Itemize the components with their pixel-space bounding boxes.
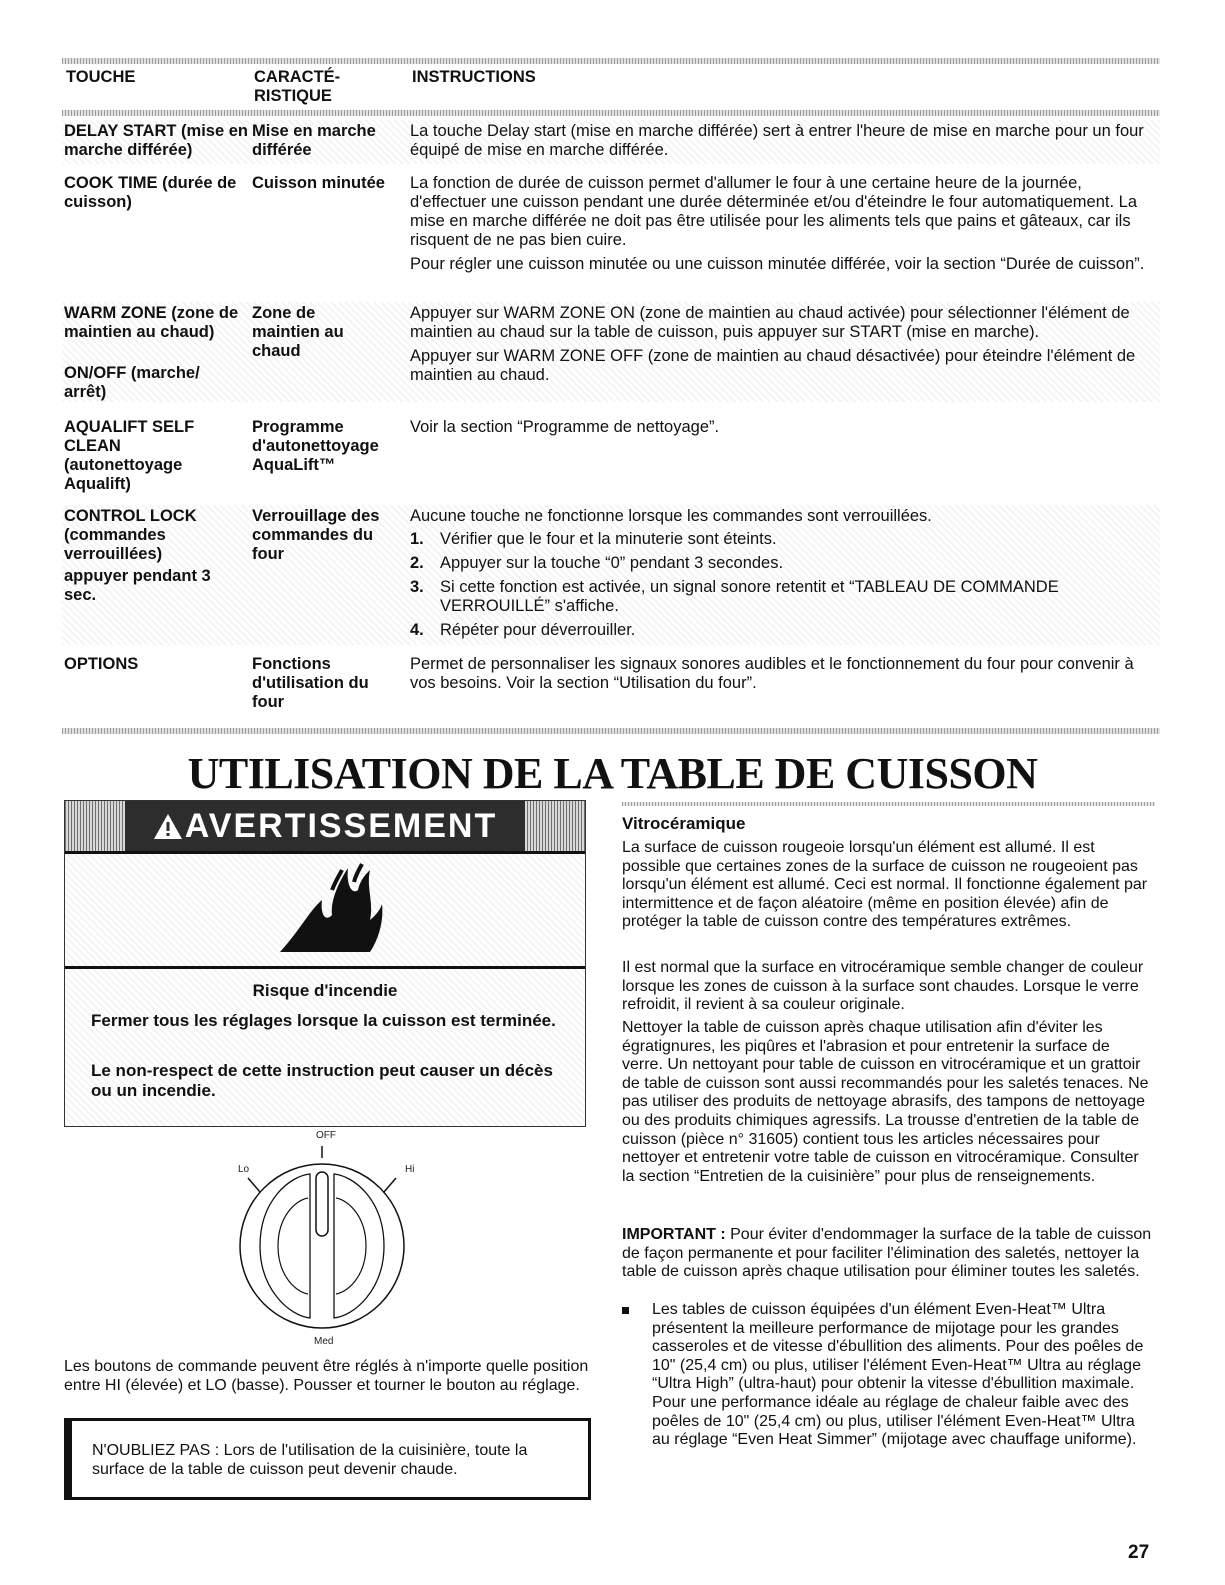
warning-line-1: Fermer tous les réglages lorsque la cuisson est terminée. (91, 1011, 556, 1030)
row-instructions (410, 122, 1155, 165)
control-knob-icon (220, 1130, 440, 1330)
row-feature: Zone de maintien au chaud (252, 304, 344, 360)
row-text: Permet de personnaliser les signaux sonores audibles et le fonctionnement du four pour convenir à vos besoins. Voir la section “Utilisation du four”. (410, 655, 1134, 692)
row-key-secondary: ON/OFF (marche/ arrêt) (64, 364, 200, 401)
row-key-secondary: appuyer pendant 3 sec. (64, 567, 211, 604)
row-feature: Verrouillage des commandes du four (252, 507, 380, 563)
row-instructions (410, 174, 1155, 279)
row-instructions (410, 418, 1155, 442)
row-key: OPTIONS (64, 655, 139, 673)
row-instructions (410, 304, 1155, 390)
row-feature: Mise en marche différée (252, 122, 376, 159)
reminder-text (92, 1441, 572, 1479)
warning-line-2: Le non-respect de cette instruction peut causer un décès ou un incendie. (91, 1061, 553, 1100)
reminder-body: Lors de l'utilisation de la cuisinière, toute la surface de la table de cuisson peut devenir chaude. (92, 1442, 528, 1478)
row-key: AQUALIFT SELF CLEAN (autonettoyage Aqualift) (64, 418, 195, 493)
important-text: Pour éviter d'endommager la surface de la table de cuisson de façon permanente et pour faciliter l'élimination des saletés, nettoyer la table de cuisson après chaque utilisation pour éliminer toutes les saletés. (622, 1226, 1152, 1281)
table-row-delay-start (62, 120, 1160, 164)
warning-icon-area (65, 854, 585, 966)
row-text: La touche Delay start (mise en marche différée) sert à entrer l'heure de mise en marche pour un four équipé de mise en marche différée. (410, 122, 1144, 159)
warning-header (65, 801, 585, 851)
warning-title-text: AVERTISSEMENT (184, 807, 498, 845)
list-item (410, 530, 1155, 549)
warning-subtitle: Risque d'incendie (252, 981, 398, 1000)
section-rule (622, 802, 1155, 806)
row-instructions (410, 507, 1155, 645)
dial-label-off: OFF (316, 1130, 336, 1141)
dial-caption: Les boutons de commande peuvent être réglés à n'importe quelle position entre HI (élevée) et LO (basse). Pousser et tourner le bouton au réglage. (64, 1358, 589, 1394)
warning-body (65, 969, 585, 1126)
dial-label-med: Med (314, 1336, 334, 1347)
important-label: IMPORTANT : (622, 1226, 726, 1243)
row-key: WARM ZONE (zone de maintien au chaud) (64, 304, 239, 341)
vitro-paragraph-1: La surface de cuisson rougeoie lorsqu'un élément est allumé. Il est possible que certaines zones de la surface de cuisson ne rougeoient pas lorsqu'un élément est allumé. Ceci est normal. Il fonctionne également par intermittence et de façon aléatoire (même en position élevée) afin de protéger la table de cuisson contre des températures extrêmes. (622, 839, 1148, 931)
vitro-paragraph-3: Nettoyer la table de cuisson après chaque utilisation afin d'éviter les égratignures, les piqûres et l'abrasion et pour entretenir la surface de verre. Un nettoyant pour table de cuisson en vitrocéramique et un grattoir de table de cuisson sont aussi recommandés pour les saletés tenaces. Ne pas utiliser des produits de nettoyage abrasifs, des tampons de nettoyage ou des produits chimiques agressifs. La trousse d'entretien de la table de cuisson (pièce n° 31605) contient tous les articles nécessaires pour nettoyer et entretenir votre table de cuisson en vitrocéramique. Consulter la section “Entretien de la cuisinière” pour plus de renseignements. (622, 1019, 1149, 1185)
row-text-2: Pour régler une cuisson minutée ou une cuisson minutée différée, voir la section “Durée de cuisson”. (410, 255, 1145, 273)
row-text-1: La fonction de durée de cuisson permet d'allumer le four à une certaine heure de la journée, d'effectuer une cuisson pendant une durée déterminée et/ou d'éteindre le four automatiquement. La mise en marche différée ne doit pas être utilisée pour les aliments tels que pains et gâteaux, car ils risquent de ne pas bien cuire. (410, 174, 1137, 249)
table-row-aqualift (62, 418, 1160, 494)
page-title: UTILISATION DE LA TABLE DE CUISSON (187, 749, 1038, 798)
step-number: 3. (410, 578, 424, 596)
vitro-paragraph-2: Il est normal que la surface en vitrocéramique semble changer de couleur lorsque les zones de cuisson à la surface sont chaudes. Lorsque le verre refroidit, il revient à sa couleur originale. (622, 959, 1144, 1014)
step-text: Répéter pour déverrouiller. (440, 621, 636, 639)
warning-triangle-icon (153, 812, 183, 840)
control-knob-diagram (220, 1130, 440, 1355)
row-key: DELAY START (mise en marche différée) (64, 122, 248, 159)
top-rule (62, 58, 1160, 64)
dial-label-hi: Hi (405, 1164, 415, 1175)
warning-box (64, 800, 586, 1127)
dial-label-lo: Lo (238, 1164, 250, 1175)
row-text: Voir la section “Programme de nettoyage”. (410, 418, 720, 436)
table-row-options (62, 655, 1160, 715)
step-text: Appuyer sur la touche “0” pendant 3 secondes. (440, 554, 784, 572)
step-text: Vérifier que le four et la minuterie sont éteints. (440, 530, 777, 548)
row-feature: Programme d'autonettoyage AquaLift™ (252, 418, 379, 474)
row-text-1: Appuyer sur WARM ZONE ON (zone de maintien au chaud activée) pour sélectionner l'élément de maintien au chaud sur la table de cuisson, puis appuyer sur START (mise en marche). (410, 304, 1130, 341)
list-item (410, 621, 1155, 640)
row-instructions (410, 655, 1155, 698)
step-number: 2. (410, 554, 424, 572)
row-intro: Aucune touche ne fonctionne lorsque les commandes sont verrouillées. (410, 507, 932, 525)
section-heading: Vitrocéramique (622, 814, 746, 833)
list-item (410, 578, 1155, 616)
row-feature: Cuisson minutée (252, 174, 385, 192)
reminder-box (64, 1418, 591, 1500)
row-text-2: Appuyer sur WARM ZONE OFF (zone de maintien au chaud désactivée) pour éteindre l'élément de maintien au chaud. (410, 347, 1136, 384)
header-rule (62, 110, 1160, 116)
header-feature: CARACTÉ- RISTIQUE (254, 68, 341, 105)
table-row-cook-time (62, 174, 1160, 292)
table-row-warm-zone (62, 302, 1160, 402)
table-bottom-rule (62, 728, 1160, 734)
row-key: COOK TIME (durée de cuisson) (64, 174, 237, 211)
bullet-text: Les tables de cuisson équipées d'un élément Even-Heat™ Ultra présentent la meilleure performance de mijotage pour les grandes casseroles et de vitesse d'ébullition des aliments. Pour des poêles de 10" (25,4 cm) ou plus, utiliser l'élément Even-Heat™ Ultra au réglage “Ultra High” (ultra-haut) pour obtenir la vitesse d'ébullition maximale. Pour une performance idéale au réglage de chaleur faible avec des poêles de 10" (25,4 cm) ou plus, utiliser l'élément Even-Heat™ Ultra au réglage “Even Heat Simmer” (mijotage avec chauffage uniforme). (652, 1301, 1144, 1449)
table-row-control-lock (62, 505, 1160, 645)
step-text: Si cette fonction est activée, un signal sonore retentit et “TABLEAU DE COMMANDE VERROUILLÉ” s'affiche. (440, 578, 1059, 615)
header-instructions: INSTRUCTIONS (412, 68, 536, 86)
fire-hazard-icon (270, 860, 390, 960)
warning-title (135, 807, 515, 846)
row-feature: Fonctions d'utilisation du four (252, 655, 369, 711)
page-number: 27 (1128, 1542, 1150, 1563)
reminder-label: N'OUBLIEZ PAS : (92, 1442, 220, 1459)
header-key: TOUCHE (66, 68, 136, 86)
vitro-important (622, 1226, 1155, 1282)
list-item (410, 554, 1155, 573)
row-key: CONTROL LOCK (commandes verrouillées) (64, 507, 197, 563)
step-number: 1. (410, 530, 424, 548)
bullet-square-icon (622, 1307, 629, 1314)
lock-steps (410, 530, 1155, 640)
step-number: 4. (410, 621, 424, 639)
